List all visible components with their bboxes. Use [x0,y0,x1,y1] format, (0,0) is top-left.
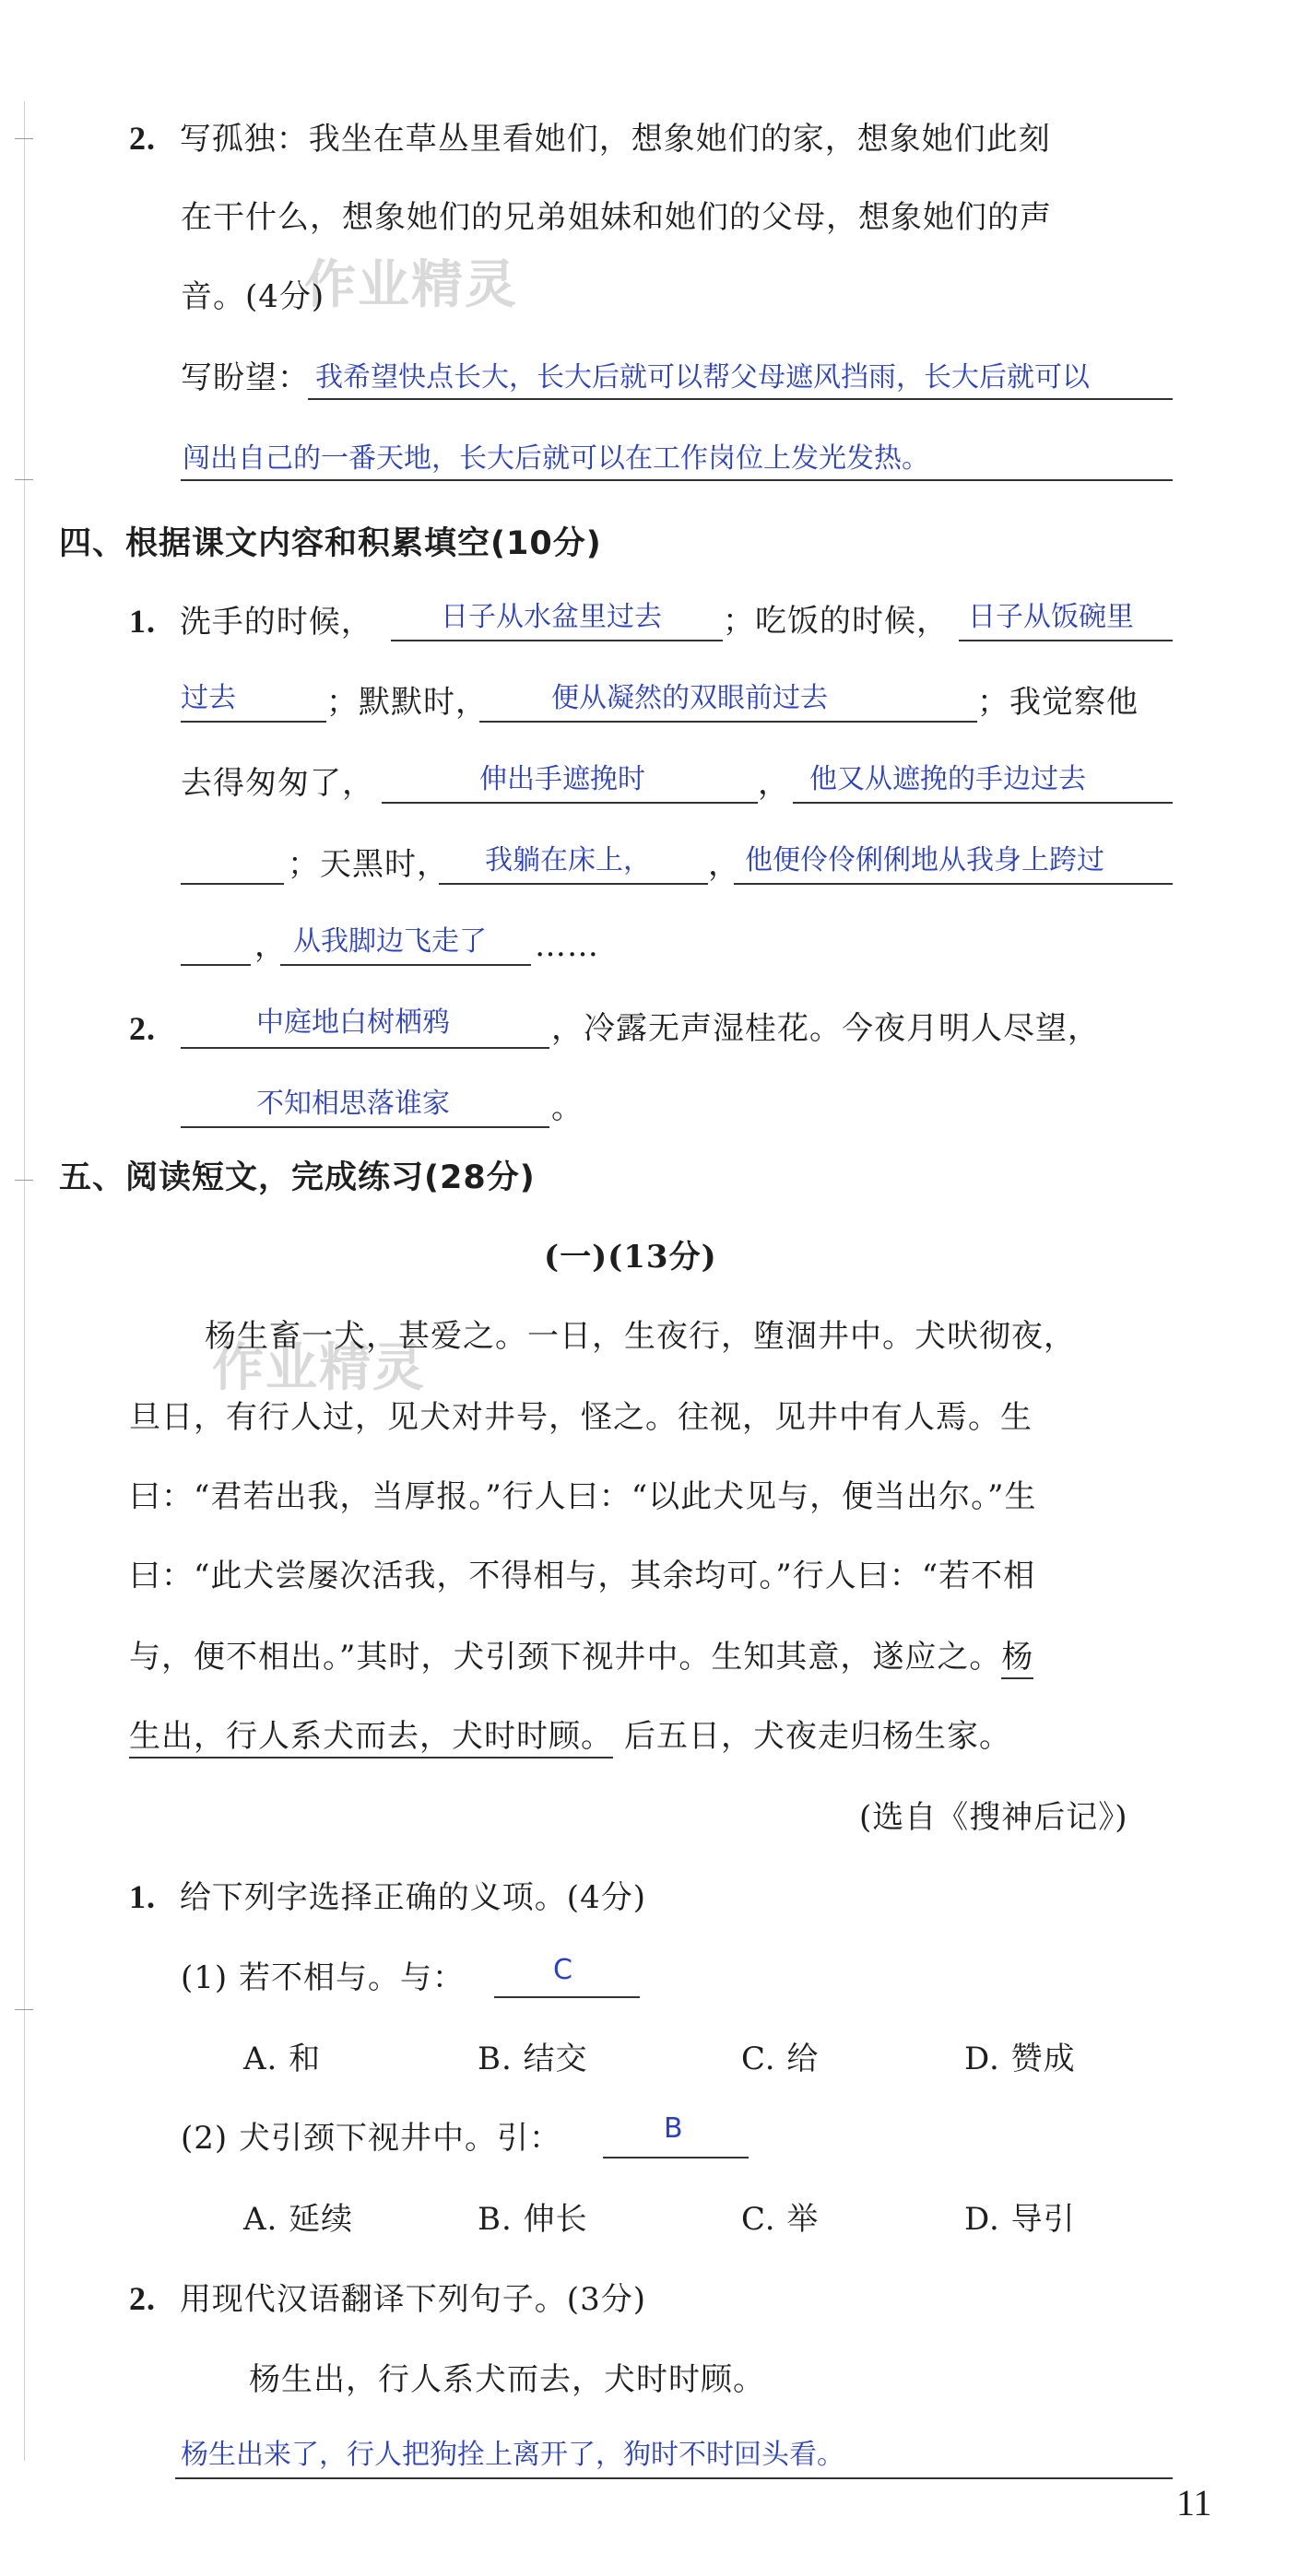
answer-line [181,479,1173,481]
text: ， [708,846,740,883]
option: B. 结交 [478,2041,588,2077]
fill-answer: 日子从饭碗里 [968,601,1134,633]
q3-2-answer-line2: 闯出自己的一番天地，长大后就可以在工作岗位上发光发热。 [183,442,929,475]
option: D. 导引 [964,2201,1076,2238]
option: A. 和 [243,2041,322,2077]
fill-answer: 不知相思落谁家 [256,1088,450,1120]
s5-q2-sentence: 杨生出，行人系犬而去，犬时时顾。 [249,2361,765,2398]
s4-q1-line1: 1. 洗手的时候， [129,603,373,641]
answer-line [175,2477,1173,2479]
s4-q2-number [129,1008,156,1050]
fill-blank [734,883,1173,885]
page-number: 11 [1176,2482,1212,2523]
fill-blank [181,1047,549,1049]
fill-blank [603,2157,749,2158]
s5-q2-title: 2. 用现代汉语翻译下列句子。(3分) [129,2280,646,2318]
fill-answer: 他又从遮挽的手边过去 [809,763,1086,795]
fill-blank [181,883,284,885]
text: 去得匆匆了， [181,765,374,802]
passage-source: (选自《搜神后记》) [859,1799,1128,1836]
binding-tick [15,1180,33,1181]
binding-tick [15,138,33,139]
text: ，冷露无声湿桂花。今夜月明人尽望， [551,1010,1100,1047]
q3-2-answer-line1: 我希望快点长大，长大后就可以帮父母遮风挡雨，长大后就可以 [315,361,1090,394]
text: ；我觉察他 [977,684,1139,721]
fill-answer: 我躺在床上， [485,844,651,876]
passage-subtitle: (一)(13分) [544,1239,717,1276]
fill-answer: B [664,2112,683,2145]
text: ；默默时， [326,684,488,721]
fill-blank [382,802,758,804]
q3-2-line1: 2. 写孤独：我坐在草丛里看她们，想象她们的家，想象她们此刻 [129,120,1051,158]
q3-2-line2: 在干什么，想象她们的兄弟姐妹和她们的父母，想象她们的声 [181,199,1052,236]
option: D. 赞成 [964,2041,1076,2077]
fill-blank [181,1126,549,1128]
fill-blank [494,1996,640,1998]
passage-line: 生出，行人系犬而去，犬时时顾。 后五日，犬夜走归杨生家。 [129,1716,1011,1757]
s5-q1-title: 1. 给下列字选择正确的义项。(4分) [129,1878,646,1916]
option: B. 伸长 [478,2201,588,2238]
fill-answer: 过去 [181,682,236,714]
s5-q2-answer: 杨生出来了，行人把狗拴上离开了，狗时不时回头看。 [181,2439,844,2471]
text: ， [758,765,790,802]
passage-line: 与，便不相出。”其时，犬引颈下视井中。生知其意，遂应之。杨 [129,1637,1033,1677]
option: C. 给 [741,2041,820,2077]
watermark: 作业精灵 [212,1338,426,1398]
text: ， [254,927,287,964]
fill-answer: C [553,1954,572,1986]
watermark: 作业精灵 [304,255,518,315]
fill-blank [391,640,723,641]
passage-line: 曰：“君若出我，当厚报。”行人曰：“以此犬见与，便当出尔。”生 [129,1478,1037,1515]
option: C. 举 [741,2201,820,2238]
question-number: 2. [129,1010,156,1047]
underlined-sentence: 杨 [1001,1639,1033,1679]
binding-tick [15,2009,33,2010]
s5-q1-sub2: (2) 犬引颈下视井中。引： [181,2120,561,2157]
passage-line: 杨生畜一犬，甚爱之。一日，生夜行，堕涸井中。犬吠彻夜， [205,1318,1076,1355]
underlined-sentence: 生出，行人系犬而去，犬时时顾。 [129,1718,613,1759]
fill-blank [793,802,1173,804]
passage-line: 旦日，有行人过，见犬对井号，怪之。往视，见井中有人焉。生 [129,1399,1033,1436]
question-number: 2. [129,2280,156,2317]
fill-answer: 他便伶伶俐俐地从我身上跨过 [745,844,1104,876]
option: A. 延续 [243,2201,354,2238]
fill-answer: 伸出手遮挽时 [479,763,645,795]
binding-rule [24,101,25,2461]
fill-blank [479,721,977,723]
question-number: 2. [129,120,156,157]
fill-blank [959,640,1173,641]
question-number: 1. [129,1878,156,1915]
fill-answer: 中庭地白树栖鸦 [256,1006,450,1039]
fill-answer: 从我脚边飞走了 [293,925,487,958]
section5-title: 五、阅读短文，完成练习(28分) [59,1159,536,1196]
text: ；吃饭的时候， [723,603,949,640]
fill-answer: 便从凝然的双眼前过去 [551,682,828,714]
question-number: 1. [129,603,156,640]
text: 。 [551,1089,584,1126]
text: …… [535,927,599,964]
section4-title: 四、根据课文内容和积累填空(10分) [59,525,602,562]
q3-2-prompt: 写盼望： [181,359,310,396]
fill-blank [280,964,531,966]
fill-blank [439,883,708,885]
text: ；天黑时， [288,846,449,883]
fill-blank [181,721,326,723]
fill-blank [181,964,251,966]
fill-answer: 日子从水盆里过去 [441,601,662,633]
binding-tick [15,479,33,480]
passage-line: 曰：“此犬尝屡次活我，不得相与，其余均可。”行人曰：“若不相 [129,1558,1036,1594]
q3-2-line3: 音。(4分) [181,278,325,315]
s5-q1-sub1: (1) 若不相与。与： [181,1959,465,1996]
answer-line [308,398,1173,400]
